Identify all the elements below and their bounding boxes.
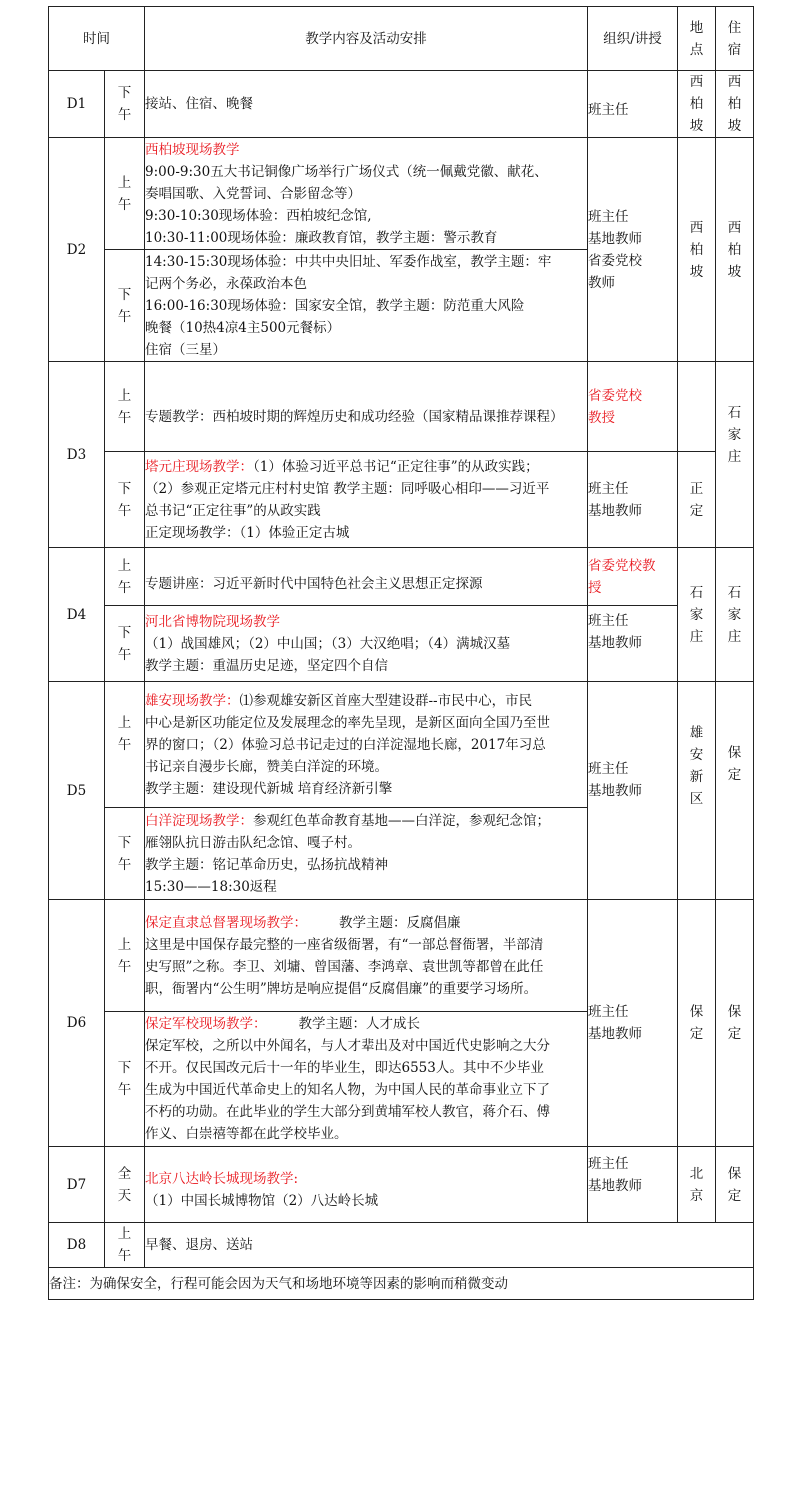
place-d7: 北京 bbox=[678, 1147, 716, 1223]
day-label-d7: D7 bbox=[49, 1147, 105, 1223]
content-title: 保定直隶总督署现场教学： bbox=[145, 914, 307, 931]
day-label-d1: D1 bbox=[49, 71, 105, 138]
content-title: 白洋淀现场教学： bbox=[145, 812, 253, 829]
content-d6-pm: 保定军校现场教学： 教学主题：人才成长 保定军校，之所以中外闻名，与人才辈出及对中国近代史影响之大分 不开。仅民国改元后十一年的毕业生，即达6553人。其中不少毕业 生成为中国近代革命史上的知名人物，为中国人民的革命事业立下了 不朽的功勋。在此毕业的学生大部分到黄埔军校人教官，蒋介石、傅 作义、白崇禧等都在此学校毕业。 bbox=[145, 1012, 588, 1147]
note-row bbox=[49, 1268, 754, 1300]
content-d6-am: 保定直隶总督署现场教学： 教学主题：反腐倡廉 这里是中国保存最完整的一座省级衙署，有“一部总督衙署，半部清 史写照”之称。李卫、刘墉、曾国藩、李鸿章、袁世凯等都曾在此任 职，衙署内“公生明”牌坊是响应提倡“反腐倡廉”的重要学习场所。 bbox=[145, 900, 588, 1012]
stay-d3: 石家庄 bbox=[716, 362, 754, 548]
place-d3-pm: 正定 bbox=[678, 452, 716, 548]
header-row bbox=[49, 7, 754, 71]
stay-d4: 石家庄 bbox=[716, 548, 754, 682]
content-d8: 早餐、退房、送站 bbox=[145, 1223, 754, 1268]
org-d4-am: 省委党校教 授 bbox=[588, 548, 678, 606]
place-d1: 西柏坡 bbox=[678, 71, 716, 138]
place-d3-am bbox=[678, 362, 716, 452]
header-org: 组织/讲授 bbox=[588, 7, 678, 71]
half-day-d7: 全天 bbox=[105, 1147, 145, 1223]
half-day-d4-am: 上午 bbox=[105, 548, 145, 606]
table-row-d3-pm bbox=[49, 452, 754, 548]
half-day-d2-pm: 下午 bbox=[105, 250, 145, 362]
half-day-d6-am: 上午 bbox=[105, 900, 145, 1012]
half-day-d4-pm: 下午 bbox=[105, 606, 145, 682]
content-title: 保定军校现场教学： bbox=[145, 1016, 267, 1032]
day-label-d3: D3 bbox=[49, 362, 105, 548]
content-d3-am: 专题教学：西柏坡时期的辉煌历史和成功经验（国家精品课推荐课程） bbox=[145, 362, 588, 452]
content-d3-pm: 塔元庄现场教学：（1）体验习近平总书记“正定往事”的从政实践； （2）参观正定塔元庄村村史馆 教学主题：同呼吸心相印——习近平 总书记“正定往事”的从政实践 正定现场教学：（1）体验正定古城 bbox=[145, 452, 588, 548]
table-row-d2-am bbox=[49, 138, 754, 250]
remark-note: 备注：为确保安全，行程可能会因为天气和场地环境等因素的影响而稍微变动 bbox=[49, 1268, 754, 1300]
day-label-d4: D4 bbox=[49, 548, 105, 682]
table-row-d3-am bbox=[49, 362, 754, 452]
content-title: 塔元庄现场教学： bbox=[145, 458, 253, 475]
half-day-d3-pm: 下午 bbox=[105, 452, 145, 548]
content-title: 西柏坡现场教学 bbox=[145, 141, 240, 158]
table-row-d1 bbox=[49, 71, 754, 138]
org-d3-pm: 班主任 基地教师 bbox=[588, 452, 678, 548]
header-content: 教学内容及活动安排 bbox=[145, 7, 588, 71]
org-d5: 班主任 基地教师 bbox=[588, 682, 678, 900]
stay-d2: 西柏坡 bbox=[716, 138, 754, 362]
org-d3-am: 省委党校 教授 bbox=[588, 362, 678, 452]
stay-d5: 保定 bbox=[716, 682, 754, 900]
org-d1: 班主任 bbox=[588, 71, 678, 138]
half-day-d5-pm: 下午 bbox=[105, 808, 145, 900]
org-d2: 班主任 基地教师 省委党校 教师 bbox=[588, 138, 678, 362]
org-d6: 班主任 基地教师 bbox=[588, 900, 678, 1147]
day-label-d5: D5 bbox=[49, 682, 105, 900]
schedule-table bbox=[48, 6, 754, 1300]
place-d4: 石家庄 bbox=[678, 548, 716, 682]
table-row-d6-am bbox=[49, 900, 754, 1012]
content-title: 北京八达岭长城现场教学: bbox=[145, 1170, 299, 1187]
day-label-d8: D8 bbox=[49, 1223, 105, 1268]
org-d7: 班主任 基地教师 bbox=[588, 1147, 678, 1223]
half-day-d8: 上午 bbox=[105, 1223, 145, 1268]
stay-d7: 保定 bbox=[716, 1147, 754, 1223]
table-row-d4-pm bbox=[49, 606, 754, 682]
content-d5-am: 雄安现场教学：⑴参观雄安新区首座大型建设群--市民中心，市民 中心是新区功能定位及发展理念的率先呈现，是新区面向全国乃至世 界的窗口；（2）体验习总书记走过的白洋淀湿地长廊，2017年习总 书记亲自漫步长廊，赞美白洋淀的环境。 教学主题：建设现代新城 培育经济新引擎 bbox=[145, 682, 588, 808]
half-day-d6-pm: 下午 bbox=[105, 1012, 145, 1147]
header-time: 时间 bbox=[49, 7, 145, 71]
place-d5: 雄安新区 bbox=[678, 682, 716, 900]
header-place: 地点 bbox=[678, 7, 716, 71]
day-label-d6: D6 bbox=[49, 900, 105, 1147]
place-d2: 西柏坡 bbox=[678, 138, 716, 362]
stay-d6: 保定 bbox=[716, 900, 754, 1147]
content-d4-pm: 河北省博物院现场教学 （1）战国雄风；（2）中山国；（3）大汉绝唱；（4）满城汉墓 教学主题：重温历史足迹，坚定四个自信 bbox=[145, 606, 588, 682]
half-day-d1: 下午 bbox=[105, 71, 145, 138]
content-d2-am: 西柏坡现场教学 9:00-9:30五大书记铜像广场举行广场仪式（统一佩戴党徽、献花、 奏唱国歌、入党誓词、合影留念等） 9:30-10:30现场体验：西柏坡纪念馆, 10:30-11:00现场体验：廉政教育馆，教学主题：警示教育 bbox=[145, 138, 588, 250]
stay-d1: 西柏坡 bbox=[716, 71, 754, 138]
half-day-d5-am: 上午 bbox=[105, 682, 145, 808]
half-day-d2-am: 上午 bbox=[105, 138, 145, 250]
content-title: 雄安现场教学： bbox=[145, 692, 240, 709]
half-day-d3-am: 上午 bbox=[105, 362, 145, 452]
content-d2-pm: 14:30-15:30现场体验：中共中央旧址、军委作战室，教学主题：牢 记两个务必，永葆政治本色 16:00-16:30现场体验：国家安全馆，教学主题：防范重大风险 晚餐（10热4凉4主500元餐标） 住宿（三星） bbox=[145, 250, 588, 362]
content-d7: 北京八达岭长城现场教学: （1）中国长城博物馆（2）八达岭长城 bbox=[145, 1147, 588, 1223]
org-d4-pm: 班主任 基地教师 bbox=[588, 606, 678, 682]
content-d1: 接站、住宿、晚餐 bbox=[145, 71, 588, 138]
place-d6: 保定 bbox=[678, 900, 716, 1147]
content-d4-am: 专题讲座：习近平新时代中国特色社会主义思想正定探源 bbox=[145, 548, 588, 606]
table-row-d7 bbox=[49, 1147, 754, 1223]
table-row-d5-am bbox=[49, 682, 754, 808]
table-row-d4-am bbox=[49, 548, 754, 606]
table-row-d8 bbox=[49, 1223, 754, 1268]
day-label-d2: D2 bbox=[49, 138, 105, 362]
header-stay: 住宿 bbox=[716, 7, 754, 71]
content-title: 河北省博物院现场教学 bbox=[145, 613, 280, 630]
content-d5-pm: 白洋淀现场教学：参观红色革命教育基地——白洋淀，参观纪念馆； 雁翎队抗日游击队纪念馆、嘎子村。 教学主题：铭记革命历史，弘扬抗战精神 15:30——18:30返程 bbox=[145, 808, 588, 900]
